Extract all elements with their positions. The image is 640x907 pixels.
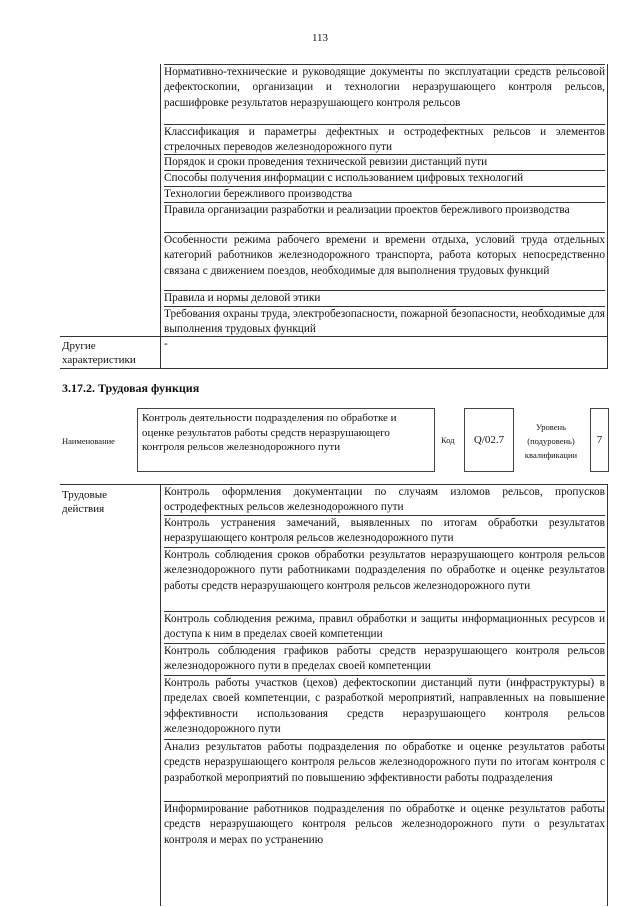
labor-action-item: Контроль соблюдения режима, правил обработки и защиты информационных ресурсов и доступа к ним в пределах своей компетенции (164, 611, 605, 644)
other-characteristics-value: - (164, 338, 168, 350)
knowledge-item: Способы получения информации с использованием цифровых технологий (164, 170, 605, 187)
section-title: 3.17.2. Трудовая функция (62, 381, 200, 395)
labor-action-item: Контроль устранения замечаний, выявленных по итогам обработки результатов неразрушающего контроля рельсов железнодорожного пути (164, 515, 605, 548)
table-divider (160, 484, 161, 906)
code-label: Код (441, 435, 455, 445)
name-value-box (137, 408, 435, 472)
knowledge-item: Особенности режима рабочего времени и времени отдыха, условий труда отдельных категорий работников железнодорожного транспорта, работа которых непосредственно связана с движением поездов, необходимые для выполнения трудовых функций (164, 232, 605, 291)
table-right-border (607, 64, 608, 368)
labor-action-item: Контроль оформления документации по случаям изломов рельсов, пропусков остродефектных рельсов железнодорожного пути (164, 486, 605, 514)
name-label: Наименование (62, 436, 115, 446)
qualification-level: 7 (596, 434, 603, 446)
labor-action-item: Информирование работников подразделения по обработке и оценке результатов работы средств неразрушающего контроля рельсов железнодорожного пути о результатах контроля и мерах по устранению (164, 801, 605, 907)
code-value-box (464, 408, 514, 472)
labor-actions-label: Трудовые действия (62, 489, 108, 515)
knowledge-item: Технологии бережливого производства (164, 186, 605, 203)
knowledge-item: Правила организации разработки и реализации проектов бережливого производства (164, 202, 605, 233)
page-number: 113 (311, 32, 329, 44)
knowledge-item: Требования охраны труда, электробезопасности, пожарной безопасности, необходимые для выполнения трудовых функций (164, 308, 605, 336)
knowledge-item: Нормативно-технические и руководящие документы по эксплуатации средств рельсовой дефектоскопии, организации и технологии неразрушающего контроля рельсов, расшифровке результатов неразрушающего контроля рельсов (164, 64, 605, 125)
table-right-border (607, 484, 608, 906)
knowledge-item: Правила и нормы деловой этики (164, 290, 605, 307)
other-characteristics-label: Другие характеристики (62, 340, 136, 366)
function-code: Q/02.7 (473, 434, 505, 446)
level-value-box (590, 408, 609, 472)
table-bottom-border (60, 368, 608, 369)
labor-action-item: Контроль работы участков (цехов) дефектоскопии дистанций пути (инфраструктуры) в пределах своей компетенции, с разработкой мероприятий, направленных на повышение эффективности использования средств неразрушающего контроля рельсов железнодорожного пути (164, 675, 605, 740)
level-label: Уровень (подуровень) квалификации (524, 422, 578, 460)
knowledge-item: Порядок и сроки проведения технической ревизии дистанций пути (164, 154, 605, 171)
function-name: Контроль деятельности подразделения по обработке и оценке результатов работы средств неразрушающего контроля рельсов железнодорожного пути (142, 412, 397, 453)
table-divider (160, 64, 161, 368)
labor-action-item: Контроль соблюдения сроков обработки результатов неразрушающего контроля рельсов железнодорожного пути работниками подразделения по обработке и оценке результатов работы средств неразрушающего контроля рельсов железнодорожного пути (164, 547, 605, 612)
knowledge-item: Классификация и параметры дефектных и остродефектных рельсов и элементов стрелочных переводов железнодорожного пути (164, 126, 605, 154)
labor-action-item: Анализ результатов работы подразделения по обработке и оценке результатов работы средств неразрушающего контроля рельсов железнодорожного пути по итогам контроля с разработкой мероприятий по повышению эффективности работы подразделения (164, 739, 605, 802)
labor-action-item: Контроль соблюдения графиков работы средств неразрушающего контроля рельсов железнодорожного пути в пределах своей компетенции (164, 643, 605, 676)
